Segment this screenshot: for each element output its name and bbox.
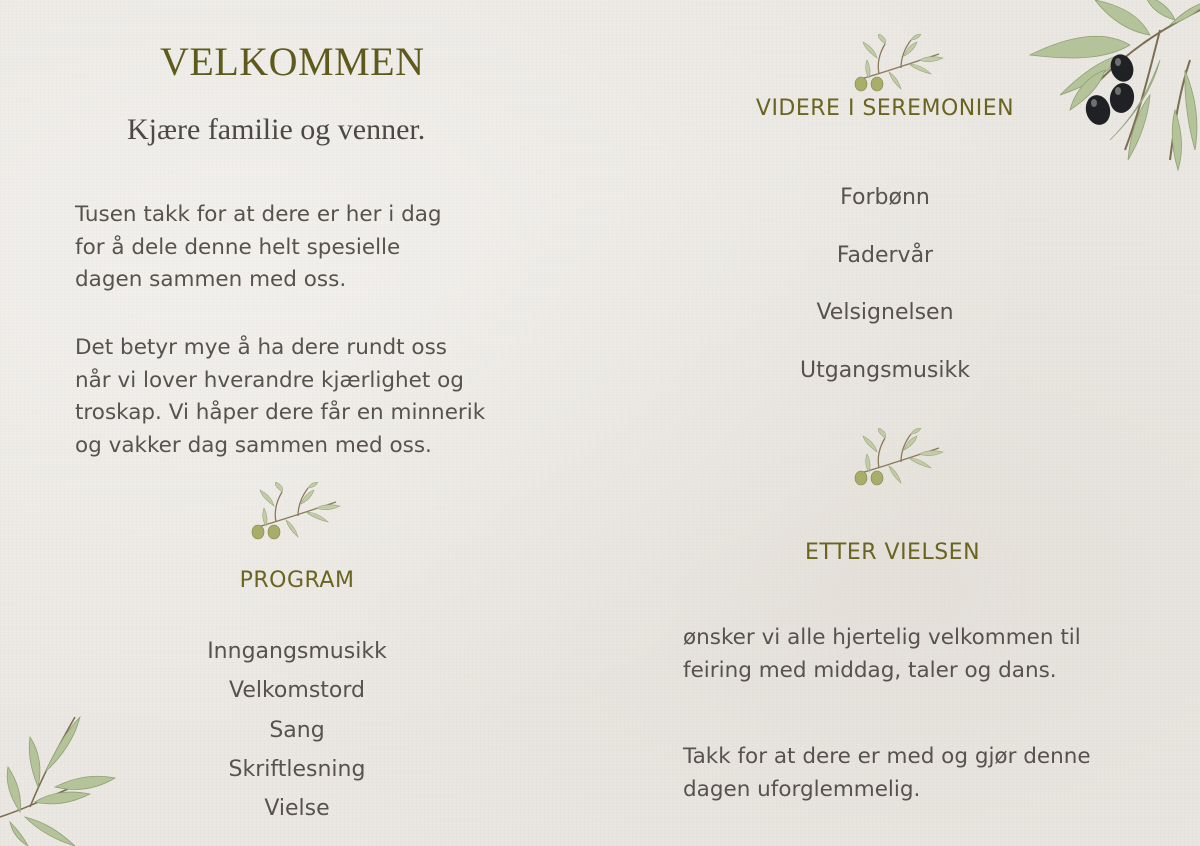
olive-branch-icon xyxy=(1010,0,1200,175)
list-item: Fadervår xyxy=(836,242,934,268)
ceremony-list xyxy=(735,180,1035,410)
meaning-paragraph: Det betyr mye å ha dere rundt oss når vi lover hverandre kjærlighet og troskap. Vi håper dere får en minnerik og vakker dag sammen med oss. xyxy=(75,335,486,458)
page-title: VELKOMMEN xyxy=(160,39,425,84)
olive-sprig-icon xyxy=(849,428,945,488)
list-item: Sang xyxy=(269,717,325,743)
thanks-paragraph: Takk for at dere er med og gjør denne dagen uforglemmelig. xyxy=(683,744,1091,802)
after-heading: ETTER VIELSEN xyxy=(804,540,981,565)
olive-leaves-icon xyxy=(0,712,120,846)
list-item: Vielse xyxy=(264,796,330,822)
list-item: Forbønn xyxy=(840,185,930,210)
list-item: Velkomstord xyxy=(228,678,365,704)
program-list xyxy=(147,634,447,830)
program-heading: PROGRAM xyxy=(239,568,355,593)
greeting-subtitle: Kjære familie og venner. xyxy=(127,113,426,146)
celebration-paragraph: ønsker vi alle hjertelig velkommen til feiring med middag, taler og dans. xyxy=(683,625,1081,683)
welcome-paragraph: Tusen takk for at dere er her i dag for å dele denne helt spesielle dagen sammen med oss. xyxy=(75,202,442,292)
list-item: Inngangsmusikk xyxy=(207,639,387,664)
list-item: Skriftlesning xyxy=(228,756,366,782)
olive-sprig-icon xyxy=(849,34,945,94)
list-item: Utgangsmusikk xyxy=(800,357,970,383)
olive-sprig-icon xyxy=(246,482,342,542)
ceremony-heading: VIDERE I SEREMONIEN xyxy=(755,96,1015,121)
list-item: Velsignelsen xyxy=(816,300,954,325)
